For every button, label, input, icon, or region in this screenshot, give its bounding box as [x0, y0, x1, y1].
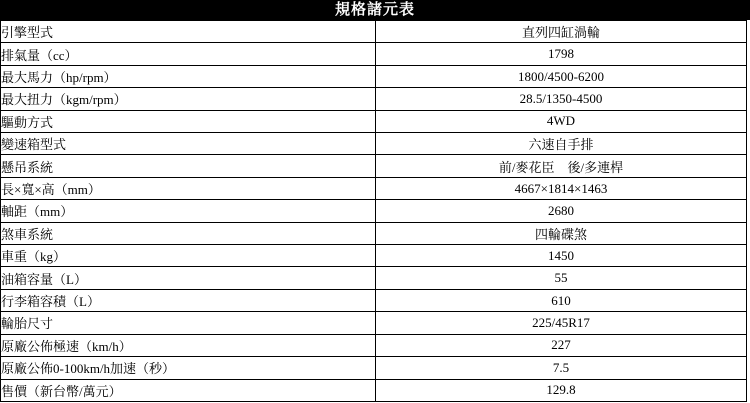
spec-value: 55	[376, 267, 747, 289]
spec-label: 售價（新台幣/萬元）	[1, 379, 376, 402]
spec-label: 變速箱型式	[1, 133, 376, 155]
table-row	[1, 43, 747, 65]
table-row	[1, 245, 747, 267]
table-row	[1, 155, 747, 177]
spec-value: 129.8	[376, 379, 747, 402]
spec-label: 煞車系統	[1, 222, 376, 244]
table-row	[1, 200, 747, 222]
spec-table	[0, 20, 747, 402]
spec-label: 最大扭力（kgm/rpm）	[1, 88, 376, 110]
spec-label: 懸吊系統	[1, 155, 376, 177]
table-row	[1, 65, 747, 87]
spec-value: 4667×1814×1463	[376, 177, 747, 199]
spec-label: 最大馬力（hp/rpm）	[1, 65, 376, 87]
spec-value: 227	[376, 334, 747, 356]
spec-value: 直列四缸渦輪	[376, 21, 747, 43]
table-title: 規格諸元表	[334, 2, 415, 18]
table-row	[1, 133, 747, 155]
spec-label: 輪胎尺寸	[1, 312, 376, 334]
spec-value: 610	[376, 289, 747, 311]
spec-value: 28.5/1350-4500	[376, 88, 747, 110]
spec-label: 引擎型式	[1, 21, 376, 43]
table-row	[1, 289, 747, 311]
table-row	[1, 357, 747, 379]
spec-value: 7.5	[376, 357, 747, 379]
spec-label: 長×寬×高（mm）	[1, 177, 376, 199]
spec-label: 排氣量（cc）	[1, 43, 376, 65]
table-row	[1, 110, 747, 132]
table-row	[1, 334, 747, 356]
spec-value: 1798	[376, 43, 747, 65]
spec-value: 四輪碟煞	[376, 222, 747, 244]
table-row	[1, 21, 747, 43]
spec-label: 原廠公佈極速（km/h）	[1, 334, 376, 356]
spec-value: 1450	[376, 245, 747, 267]
spec-label: 驅動方式	[1, 110, 376, 132]
spec-value: 2680	[376, 200, 747, 222]
spec-value: 前/麥花臣 後/多連桿	[376, 155, 747, 177]
table-row	[1, 267, 747, 289]
spec-label: 車重（kg）	[1, 245, 376, 267]
spec-label: 油箱容量（L）	[1, 267, 376, 289]
spec-value: 225/45R17	[376, 312, 747, 334]
spec-value: 1800/4500-6200	[376, 65, 747, 87]
table-row	[1, 312, 747, 334]
table-row	[1, 177, 747, 199]
spec-label: 行李箱容積（L）	[1, 289, 376, 311]
table-row	[1, 222, 747, 244]
table-row	[1, 88, 747, 110]
spec-value: 六速自手排	[376, 133, 747, 155]
spec-label: 軸距（mm）	[1, 200, 376, 222]
spec-value: 4WD	[376, 110, 747, 132]
table-row	[1, 379, 747, 402]
spec-label: 原廠公佈0-100km/h加速（秒）	[1, 357, 376, 379]
table-title-bar	[0, 0, 750, 20]
